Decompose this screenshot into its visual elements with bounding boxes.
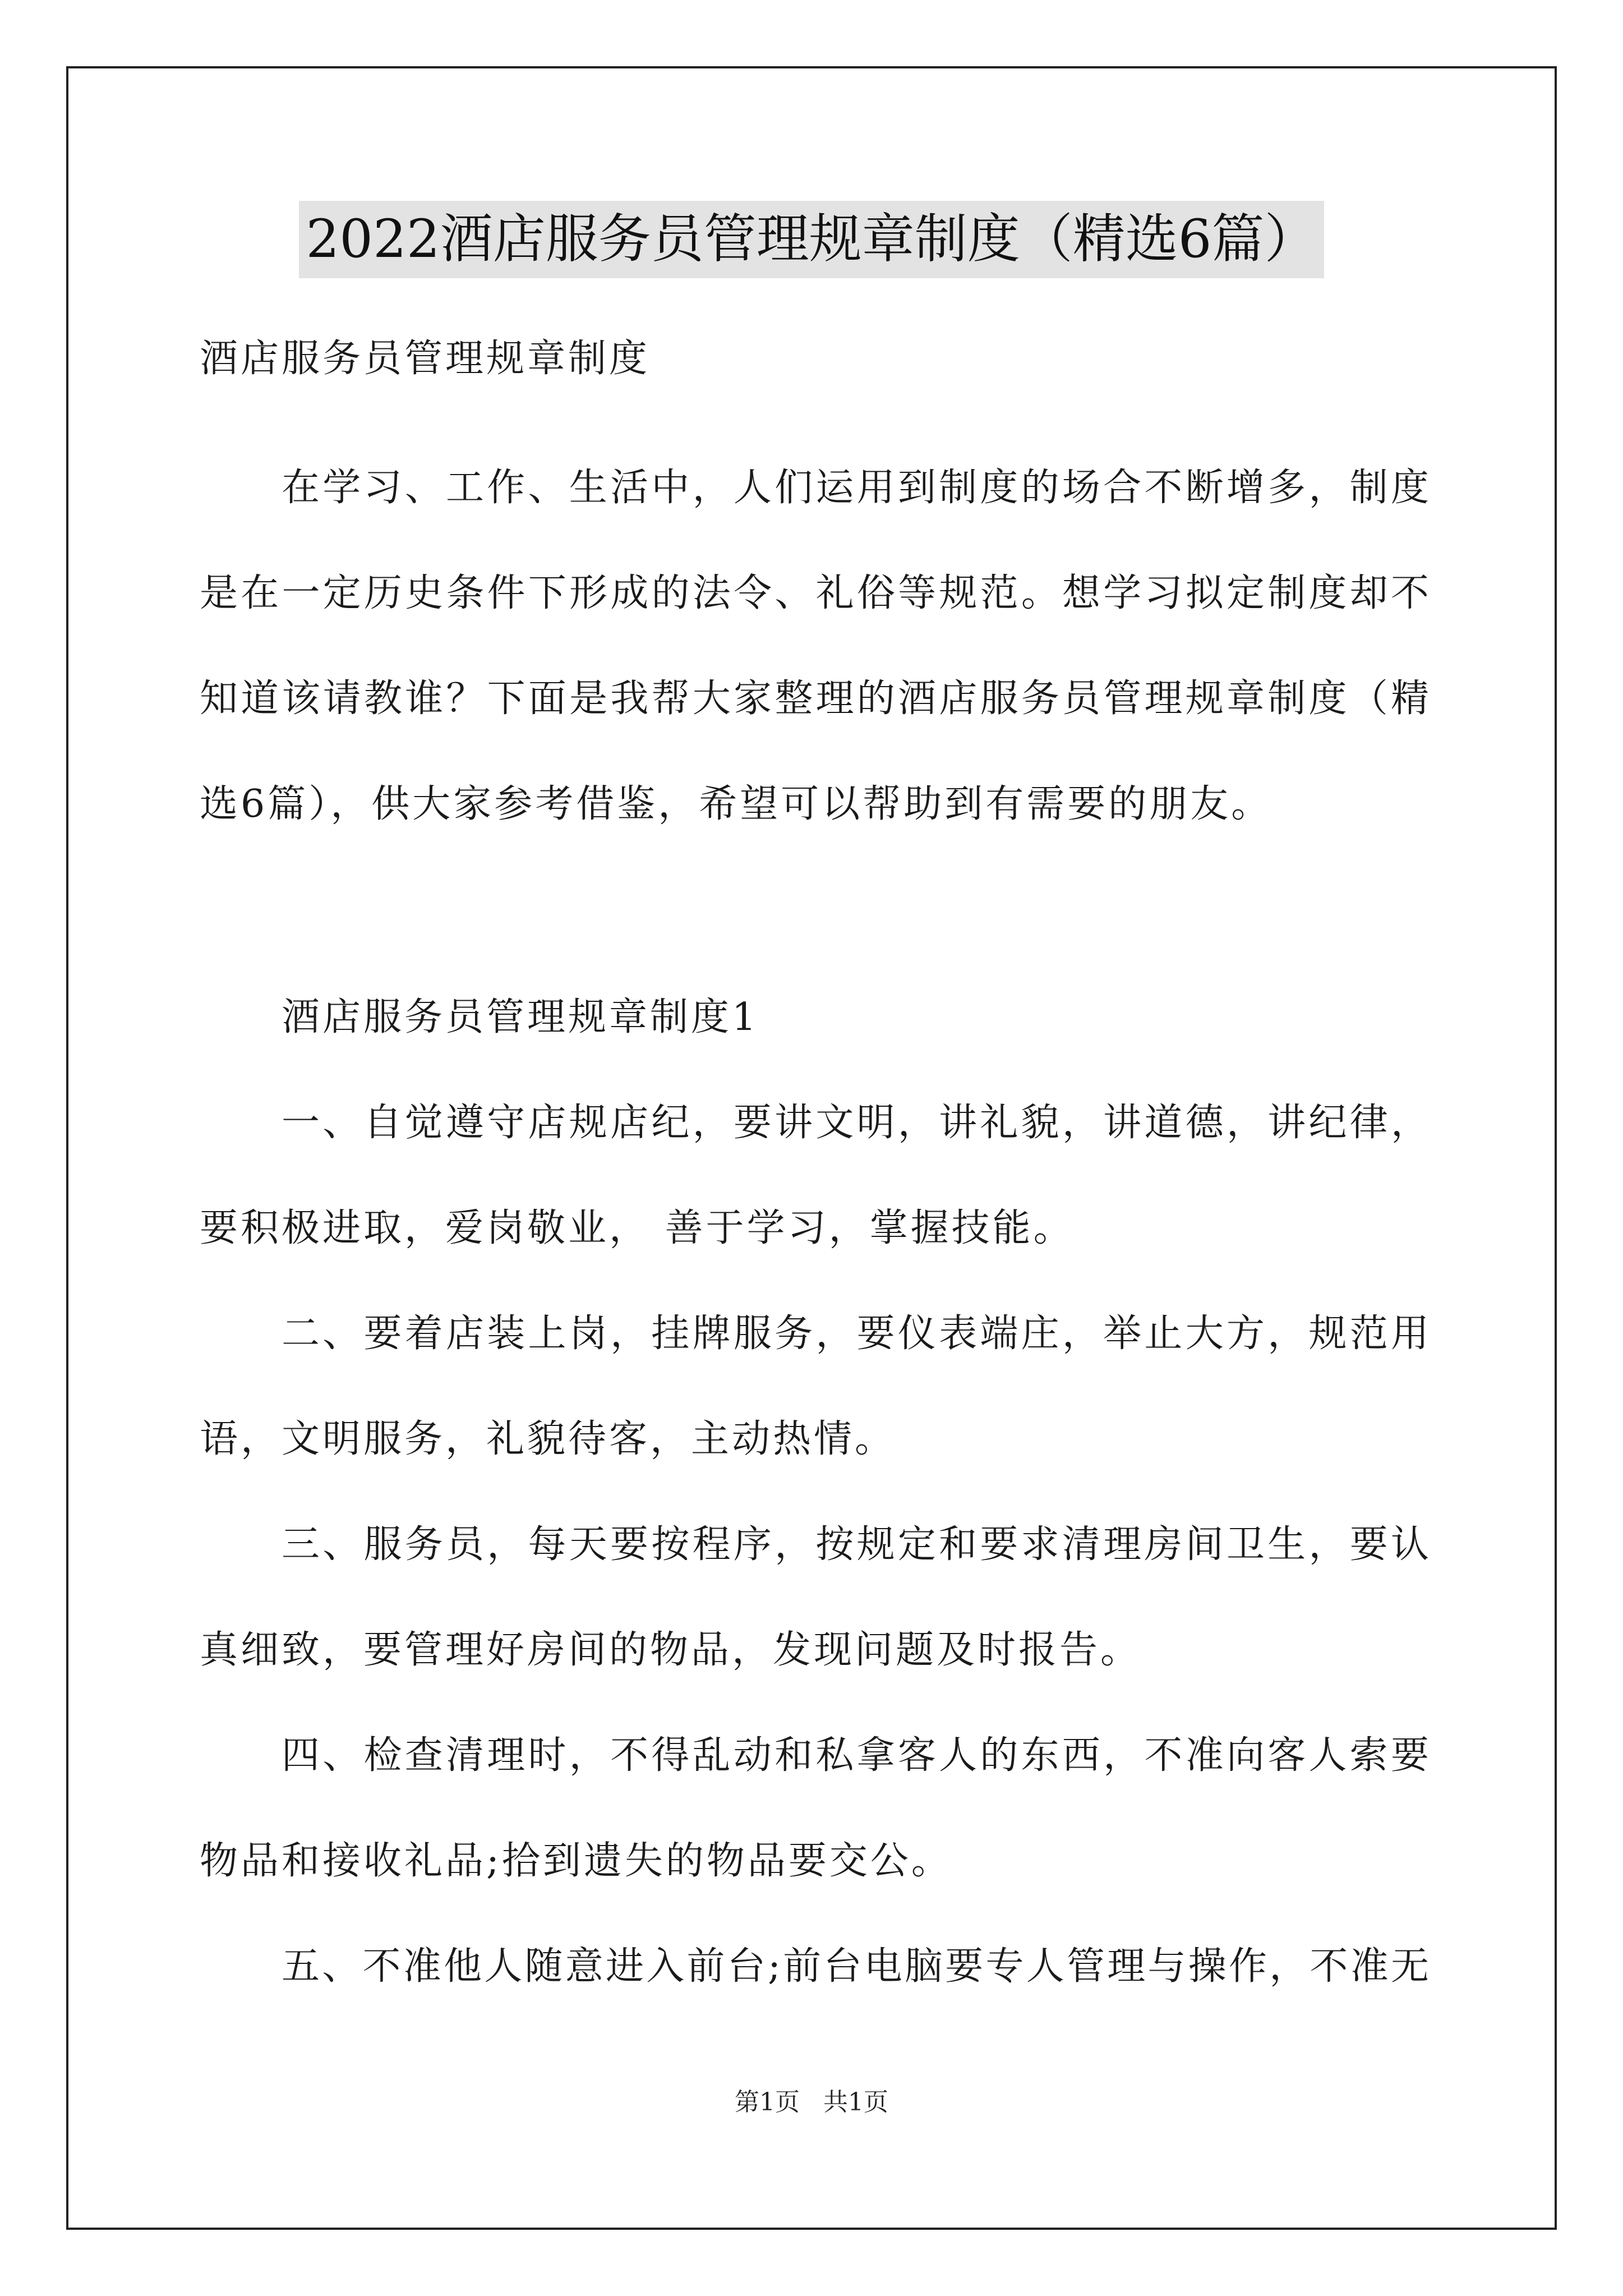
- title-container: [0, 201, 1623, 278]
- page-number-footer: 第1页 共1页: [735, 2088, 888, 2116]
- rule-paragraph-line: 物品和接收礼品;拾到遗失的物品要交公。: [200, 1839, 952, 1883]
- rule-paragraph-line: 语，文明服务，礼貌待客，主动热情。: [200, 1417, 896, 1461]
- intro-paragraph-line: 知道该请教谁？下面是我帮大家整理的酒店服务员管理规章制度（精: [200, 677, 1429, 721]
- rule-paragraph-line: 要积极进取，爱岗敬业， 善于学习，掌握技能。: [200, 1206, 1075, 1250]
- rule-paragraph-line: 真细致，要管理好房间的物品，发现问题及时报告。: [200, 1628, 1142, 1672]
- document-title: 2022酒店服务员管理规章制度（精选6篇）: [299, 201, 1324, 278]
- rule-paragraph-line: 二、要着店装上岗，挂牌服务，要仪表端庄，举止大方，规范用: [282, 1312, 1429, 1356]
- rule-paragraph-line: 五、不准他人随意进入前台;前台电脑要专人管理与操作，不准无: [282, 1944, 1429, 1989]
- intro-paragraph-line: 选6篇），供大家参考借鉴，希望可以帮助到有需要的朋友。: [200, 782, 1272, 826]
- rule-paragraph-line: 三、服务员，每天要按程序，按规定和要求清理房间卫生，要认: [282, 1522, 1429, 1567]
- rule-paragraph-line: 一、自觉遵守店规店纪，要讲文明，讲礼貌，讲道德，讲纪律，: [282, 1101, 1429, 1145]
- section-heading: 酒店服务员管理规章制度: [200, 337, 651, 381]
- intro-paragraph-line: 是在一定历史条件下形成的法令、礼俗等规范。想学习拟定制度却不: [200, 571, 1429, 615]
- subsection-heading: 酒店服务员管理规章制度1: [282, 995, 759, 1039]
- intro-paragraph-line: 在学习、工作、生活中，人们运用到制度的场合不断增多，制度: [282, 466, 1429, 510]
- rule-paragraph-line: 四、检查清理时，不得乱动和私拿客人的东西，不准向客人索要: [282, 1733, 1429, 1778]
